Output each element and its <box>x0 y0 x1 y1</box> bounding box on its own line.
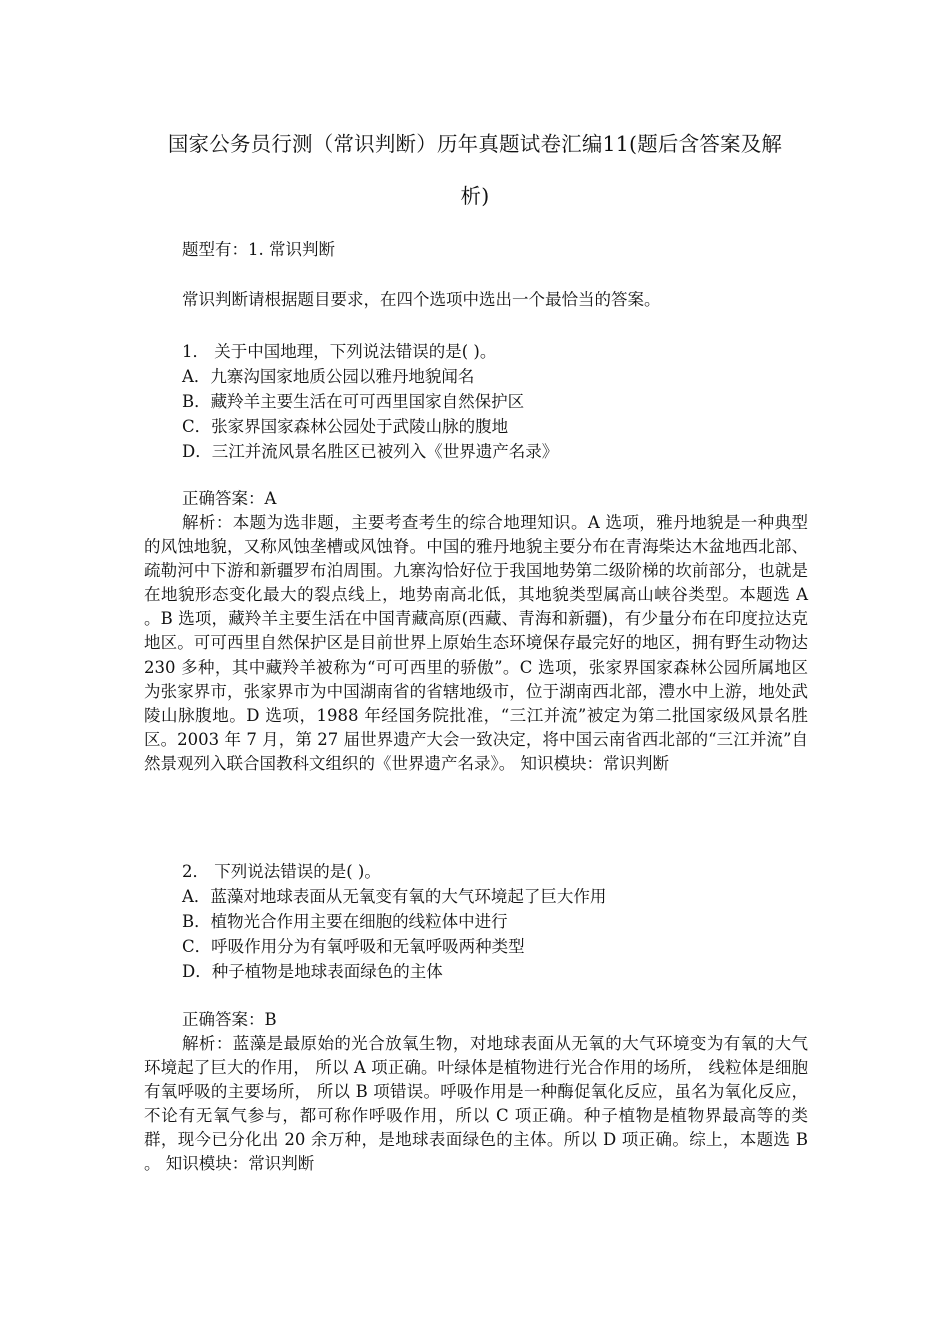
option-a: A．蓝藻对地球表面从无氧变有氧的大气环境起了巨大作用 <box>182 887 607 906</box>
option-b: B．植物光合作用主要在细胞的线粒体中进行 <box>182 912 508 931</box>
document-title <box>140 118 810 222</box>
question-2 <box>182 859 822 984</box>
explanation-2: 解析：蓝藻是最原始的光合放氧生物，对地球表面从无氧的大气环境变为有氧的大气环境起了巨大的作用， 所以 A 项正确。叶绿体是植物进行光合作用的场所， 线粒体是细胞有氧呼吸的主要场所， 所以 B 项错误。呼吸作用是一种酶促氧化反应，虽名为氧化反应，不论有无氧气参与，都可称作呼吸作用，所以 C 项正确。种子植物是植物界最高等的类群，现今已分化出 20 余万种，是地球表面绿色的主体。所以 D 项正确。综上，本题选 B 。 知识模块：常识判断 <box>144 1034 808 1174</box>
instruction-text: 常识判断请根据题目要求，在四个选项中选出一个最恰当的答案。 <box>182 290 661 309</box>
section-type: 题型有：1. 常识判断 <box>182 240 335 259</box>
option-d: D．三江并流风景名胜区已被列入《世界遗产名录》 <box>182 442 559 461</box>
answer-1: 正确答案：A <box>182 489 277 508</box>
answer-2: 正确答案：B <box>182 1010 277 1029</box>
option-b: B．藏羚羊主要生活在可可西里国家自然保护区 <box>182 392 525 411</box>
option-c: C．呼吸作用分为有氧呼吸和无氧呼吸两种类型 <box>182 937 525 956</box>
question-stem: 1． 关于中国地理，下列说法错误的是( )。 <box>182 342 497 361</box>
question-1 <box>182 339 822 464</box>
title-line-1: 国家公务员行测（常识判断）历年真题试卷汇编11(题后含答案及解 <box>167 132 783 156</box>
question-stem: 2． 下列说法错误的是( )。 <box>182 862 381 881</box>
option-d: D．种子植物是地球表面绿色的主体 <box>182 962 443 981</box>
option-c: C．张家界国家森林公园处于武陵山脉的腹地 <box>182 417 509 436</box>
option-a: A．九寨沟国家地质公园以雅丹地貌闻名 <box>182 367 475 386</box>
explanation-1: 解析：本题为选非题，主要考查考生的综合地理知识。A 选项，雅丹地貌是一种典型的风蚀地貌，又称风蚀垄槽或风蚀脊。中国的雅丹地貌主要分布在青海柴达木盆地西北部、疏勒河中下游和新疆罗布泊周围。九寨沟恰好位于我国地势第二级阶梯的坎前部分，也就是在地貌形态变化最大的裂点线上，地势南高北低，其地貌类型属高山峡谷类型。本题选 A 。B 选项，藏羚羊主要生活在中国青藏高原(西藏、青海和新疆)，有少量分布在印度拉达克地区。可可西里自然保护区是目前世界上原始生态环境保存最完好的地区，拥有野生动物达 230 多种，其中藏羚羊被称为“可可西里的骄傲”。C 选项，张家界国家森林公园所属地区为张家界市，张家界市为中国湖南省的省辖地级市，位于湖南西北部，澧水中上游，地处武陵山脉腹地。D 选项，1988 年经国务院批准，“三江并流”被定为第二批国家级风景名胜区。2003 年 7 月，第 27 届世界遗产大会一致决定，将中国云南省西北部的“三江并流”自然景观列入联合国教科文组织的《世界遗产名录》。 知识模块：常识判断 <box>144 513 808 773</box>
title-line-2: 析) <box>460 184 490 208</box>
